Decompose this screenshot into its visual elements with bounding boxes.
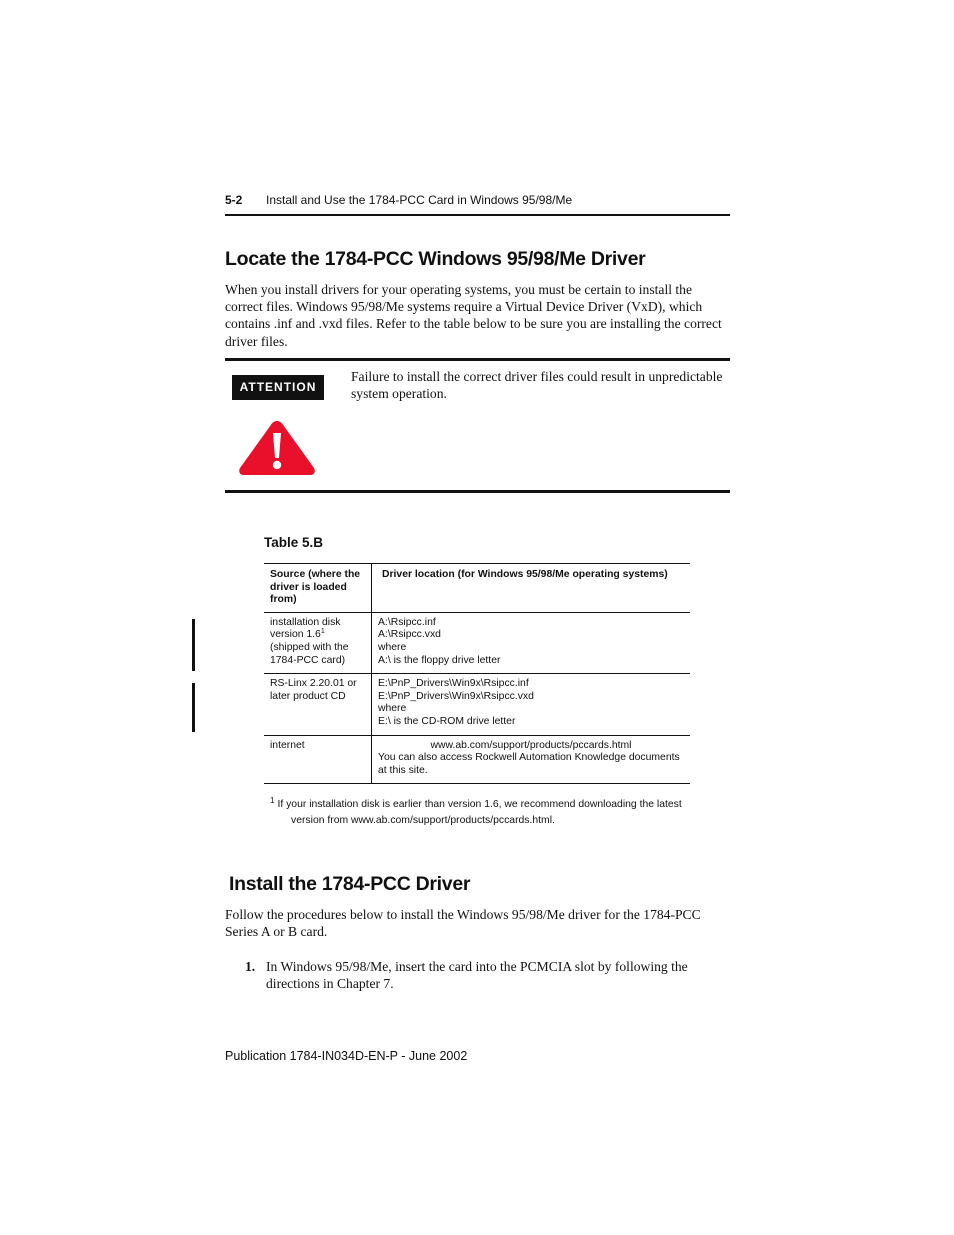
footnote-number: 1 (270, 796, 275, 805)
header-source: Source (where the driver is loaded from) (264, 564, 372, 613)
step-number: 1. (245, 959, 256, 974)
location-line: You can also access Rockwell Automation Knowledge documents at this site. (378, 752, 680, 776)
source-text-cont: (shipped with the 1784-PCC card) (270, 641, 349, 666)
cell-source: RS-Linx 2.20.01 or later product CD (264, 674, 372, 735)
table-footnote (270, 797, 700, 829)
location-line: A:\Rsipcc.inf (378, 616, 436, 628)
section-body-install-driver: Follow the procedures below to install the Windows 95/98/Me driver for the 1784-PCC Series A or B card. (225, 907, 701, 940)
location-line: E:\PnP_Drivers\Win9x\Rsipcc.vxd (378, 690, 534, 702)
table-row (264, 612, 690, 673)
section-title-install-driver: Install the 1784-PCC Driver (229, 873, 471, 895)
driver-location-table (264, 563, 690, 784)
header-driver-location: Driver location (for Windows 95/98/Me operating systems) (382, 569, 668, 580)
location-line: E:\PnP_Drivers\Win9x\Rsipcc.inf (378, 678, 529, 690)
cell-source (264, 612, 372, 673)
cell-location (372, 735, 691, 784)
attention-bottom-rule (225, 490, 730, 493)
attention-top-rule (225, 358, 730, 361)
section-title-locate-driver: Locate the 1784-PCC Windows 95/98/Me Driver (225, 248, 646, 270)
chapter-title: Install and Use the 1784-PCC Card in Windows 95/98/Me (266, 193, 573, 207)
table-row (264, 735, 690, 784)
footnote-line2: version from www.ab.com/support/products/pccards.html. (291, 815, 555, 826)
cell-location (372, 674, 691, 735)
header-rule (225, 214, 730, 216)
table-caption: Table 5.B (264, 535, 324, 550)
cell-source: internet (264, 735, 372, 784)
location-line: E:\ is the CD-ROM drive letter (378, 715, 516, 727)
table-header-row (264, 564, 690, 613)
cell-location (372, 612, 691, 673)
source-text: installation disk version 1.6 (270, 616, 341, 641)
table-row (264, 674, 690, 735)
warning-exclamation-icon (237, 419, 317, 476)
step-text: In Windows 95/98/Me, insert the card into the PCMCIA slot by following the directions in Chapter 7. (266, 959, 688, 992)
section-body-locate-driver: When you install drivers for your operating systems, you must be certain to install the correct files. Windows 95/98/Me systems require a Virtual Device Driver (VxD), which contains .inf and .vxd files. Refer to the table below to be sure you are installing the correct driver files. (225, 282, 722, 349)
footnote-line1: If your installation disk is earlier than version 1.6, we recommend downloading the latest (277, 799, 682, 810)
page-number: 5-2 (225, 193, 243, 207)
publication-footer: Publication 1784-IN034D-EN-P - June 2002 (225, 1049, 468, 1063)
change-bar (192, 683, 195, 732)
attention-text: Failure to install the correct driver files could result in unpredictable system operation. (351, 369, 723, 402)
location-line: A:\Rsipcc.vxd (378, 629, 441, 641)
location-line: where (378, 703, 407, 715)
location-url: www.ab.com/support/products/pccards.html (430, 739, 632, 751)
location-line: A:\ is the floppy drive letter (378, 654, 501, 666)
location-line: where (378, 641, 407, 653)
attention-badge: ATTENTION (232, 375, 324, 400)
change-bar (192, 619, 195, 671)
footnote-ref: 1 (320, 628, 325, 636)
